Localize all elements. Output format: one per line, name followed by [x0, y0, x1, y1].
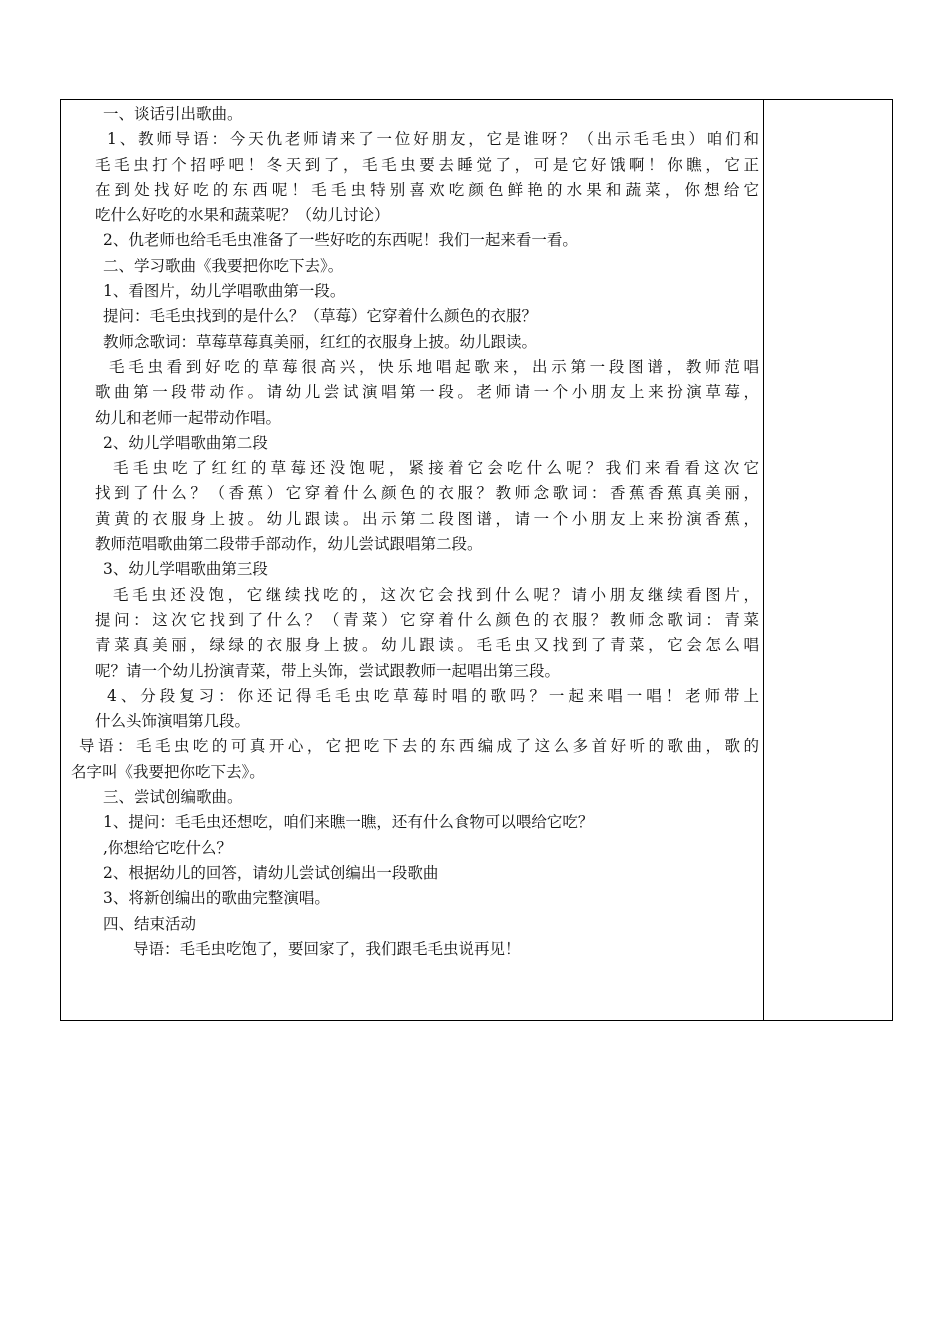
text-line: 3、幼儿学唱歌曲第三段 — [103, 560, 268, 579]
text-line: 提问：毛毛虫找到的是什么？（草莓）它穿着什么颜色的衣服？ — [103, 307, 538, 326]
text-line: 1、提问：毛毛虫还想吃，咱们来瞧一瞧，还有什么食物可以喂给它吃？ — [103, 813, 594, 832]
text-line: 青菜真美丽，绿绿的衣服身上披。幼儿跟读。毛毛虫又找到了青菜，它会怎么唱 — [95, 636, 759, 655]
text-line: 1、看图片，幼儿学唱歌曲第一段。 — [103, 282, 346, 301]
text-line: 找到了什么？（香蕉）它穿着什么颜色的衣服？教师念歌词：香蕉香蕉真美丽， — [95, 484, 759, 503]
text-line: 2、根据幼儿的回答，请幼儿尝试创编出一段歌曲 — [103, 863, 439, 882]
text-line: 黄黄的衣服身上披。幼儿跟读。出示第二段图谱，请一个小朋友上来扮演香蕉， — [95, 509, 759, 528]
text-line: 导语：毛毛虫吃饱了，要回家了，我们跟毛毛虫说再见！ — [133, 939, 521, 958]
text-line: 2、仇老师也给毛毛虫准备了一些好吃的东西呢！我们一起来看一看。 — [103, 231, 578, 250]
text-line: 吃什么好吃的水果和蔬菜呢？（幼儿讨论） — [95, 206, 390, 225]
text-line: 1、教师导语：今天仇老师请来了一位好朋友，它是谁呀？（出示毛毛虫）咱们和 — [107, 130, 759, 149]
text-line: 毛毛虫吃了红红的草莓还没饱呢，紧接着它会吃什么呢？我们来看看这次它 — [113, 459, 759, 478]
text-line: 三、尝试创编歌曲。 — [103, 788, 243, 807]
text-line: 导语：毛毛虫吃的可真开心，它把吃下去的东西编成了这么多首好听的歌曲，歌的 — [79, 737, 759, 756]
text-line: 在到处找好吃的东西呢！毛毛虫特别喜欢吃颜色鲜艳的水果和蔬菜，你想给它 — [95, 180, 759, 199]
text-line: 呢？请一个幼儿扮演青菜，带上头饰，尝试跟教师一起唱出第三段。 — [95, 661, 561, 680]
text-line: 教师念歌词：草莓草莓真美丽，红红的衣服身上披。幼儿跟读。 — [103, 332, 538, 351]
text-line: 3、将新创编出的歌曲完整演唱。 — [103, 889, 330, 908]
text-line: 一、谈话引出歌曲。 — [103, 105, 243, 123]
text-line: 二、学习歌曲《我要把你吃下去》。 — [103, 256, 344, 275]
text-line: 毛毛虫看到好吃的草莓很高兴，快乐地唱起歌来，出示第一段图谱，教师范唱 — [109, 357, 759, 376]
text-line: 提问：这次它找到了什么？（青菜）它穿着什么颜色的衣服？教师念歌词：青菜 — [95, 610, 759, 629]
text-line: 2、幼儿学唱歌曲第二段 — [103, 433, 268, 452]
lesson-table — [60, 99, 893, 1021]
text-line: 什么头饰演唱第几段。 — [95, 712, 251, 731]
text-line: 名字叫《我要把你吃下去》。 — [71, 762, 265, 781]
text-line: ,你想给它吃什么？ — [103, 838, 232, 857]
text-line: 幼儿和老师一起带动作唱。 — [95, 408, 282, 427]
text-line: 毛毛虫还没饱，它继续找吃的，这次它会找到什么呢？请小朋友继续看图片， — [113, 585, 759, 604]
lesson-content-cell — [71, 102, 759, 962]
text-line: 四、结束活动 — [103, 914, 197, 933]
text-line: 教师范唱歌曲第二段带手部动作，幼儿尝试跟唱第二段。 — [95, 535, 483, 554]
text-line: 4、分段复习：你还记得毛毛虫吃草莓时唱的歌吗？一起来唱一唱！老师带上 — [107, 686, 759, 705]
text-line: 毛毛虫打个招呼吧！冬天到了，毛毛虫要去睡觉了，可是它好饿啊！你瞧，它正 — [95, 155, 759, 174]
text-line: 歌曲第一段带动作。请幼儿尝试演唱第一段。老师请一个小朋友上来扮演草莓， — [95, 383, 759, 402]
notes-cell — [764, 100, 892, 1020]
